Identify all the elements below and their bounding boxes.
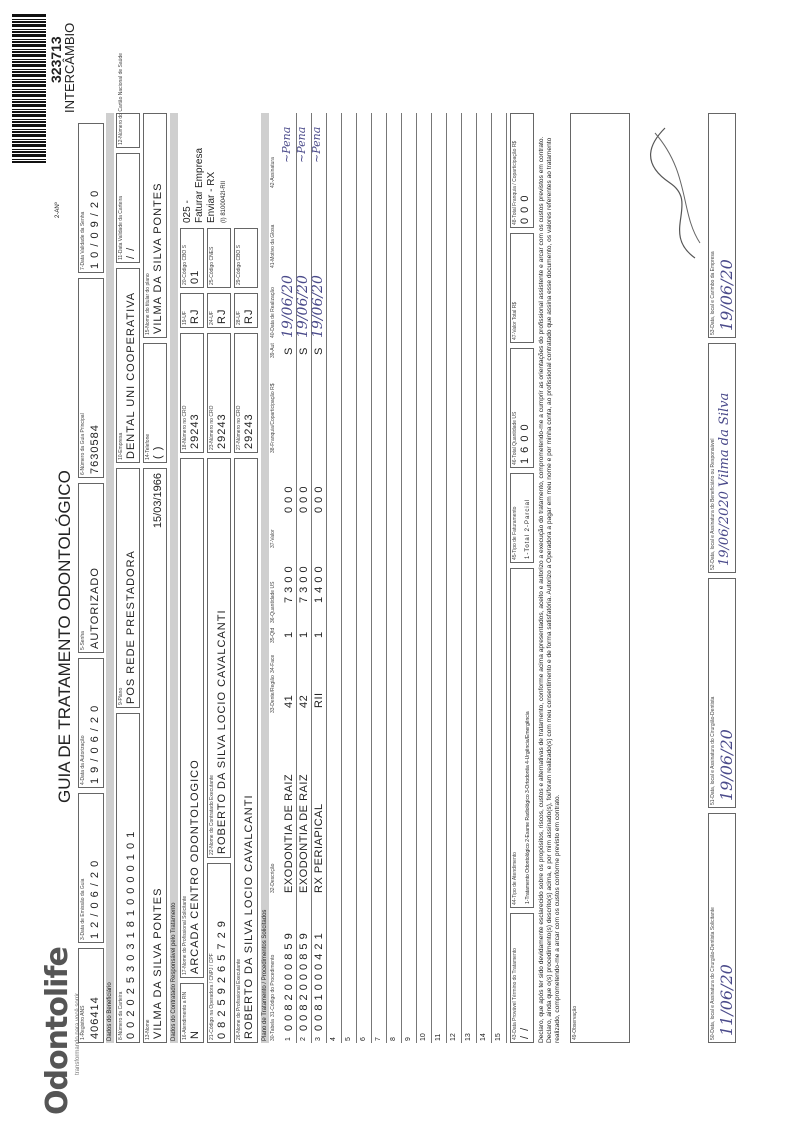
procedure-code: 0 0 8 2 0 0 0 8 5 9 [283,932,295,1031]
row-number: 10 [420,1033,427,1041]
cnes: 25-Código CNES [207,228,231,288]
carimbo-empresa: 53-Data, local e Carimbo da Empresa 19/06/20 [708,113,736,338]
table-row-empty [327,113,342,1043]
stamp-line2: Enviar - RX [206,171,217,223]
procedure-qty: 1 [298,631,310,638]
col-valor: 37-Valor [270,529,276,548]
procedure-us: 1 4 0 0 [313,565,325,603]
data-nascimento: 15/03/1966 [152,473,164,529]
assinatura-beneficiario: 52-Data, local e Assinatura do Beneficiário ou Responsável 19/06/2020 Vilma da Silva [708,343,736,573]
row-number: 1 [285,1037,292,1041]
assinatura-dentista: 51-Data, local e Assinatura do Cirurgião-Dentista 19/06/20 [708,578,736,808]
assinatura-solicitante: 50-Data, local e Assinatura do Cirurgião-Dentista Solicitante 11/06/20 [708,813,736,1043]
titular: 15-Nome do titular do plano VILMA DA SILVA PONTES [143,113,167,338]
procedure-code: 0 0 8 2 0 0 0 8 5 9 [298,932,310,1031]
stamp-line3: (I) 8100042I-RII [221,180,227,223]
carteira: 8-Número da Carteira 0 0 2 0 2 5 3 0 3 1 8 1 0 0 0 0 1 0 1 [116,713,140,1043]
senha: 5-Senha AUTORIZADO [78,483,104,653]
col-data: 40-Data de Realização [270,287,276,338]
procedure-signature: ~Pena [295,126,308,163]
row-number: 2 [300,1037,307,1041]
col-face: 34-Face [270,654,276,673]
intercambio-label: INTERCÂMBIO [62,22,77,113]
procedure-tooth: 41 [283,694,295,708]
procedure-description: EXODONTIA DE RAIZ [298,773,310,893]
table-row-empty [462,113,477,1043]
uf-solicitante: 19-UF RJ [180,293,204,328]
row-number: 3 [315,1037,322,1041]
procedure-qty: 1 [313,631,325,638]
data-emissao: 3-Data de Emissão da Guia 1 2 / 0 6 / 2 0 [78,793,104,943]
table-row [282,113,297,1043]
table-row-empty [387,113,402,1043]
row-number: 7 [375,1037,382,1041]
page-title: GUIA DE TRATAMENTO ODONTOLÓGICO [55,470,74,803]
total-us: 46-Total Quantidade US 1 6 0 0 [510,348,534,468]
col-tabela: 30-Tabela [270,1019,276,1041]
section-contratado: Dados do Contratado Responsável pelo Tratamento [170,113,178,1043]
col-aut: 39-Aut [270,343,276,358]
procedure-qty: 1 [283,631,295,638]
col-us: 36-Quantidade US [270,581,276,623]
section-plano: Plano de Tratamento / Procedimentos Solicitados [261,113,269,1043]
procedure-aut: S [283,347,295,355]
row-number: 13 [465,1033,472,1041]
guide-number: 323713 [48,36,64,83]
table-row-empty [372,113,387,1043]
table-row-empty [417,113,432,1043]
logo [40,947,81,1115]
registro-ans: 1-Registro ANS 406414 [78,948,104,1043]
row-number: 12 [450,1033,457,1041]
contratado-executante: 22-Nome do Contratado Executante ROBERTO DA SILVA LOCIO CAVALCANTI [207,458,231,858]
stamp-code: 025 - [182,200,193,223]
profissional-executante: 26-Nome do Profissional Executante ROBERTO DA SILVA LOCIO CAVALCANTI [234,458,258,1043]
procedure-tooth: RII [313,692,325,708]
barcode [12,13,46,163]
col-dente: 33-Dente/Região [270,675,276,713]
procedure-code: 0 0 8 1 0 0 0 4 2 1 [313,932,325,1031]
previsao-termino: 43-Data Provável Término do Tratamento / / [510,913,534,1043]
cro-solicitante: 18-Número no CRO 29243 [180,333,204,453]
stamp-line1: Faturar Empresa [194,147,205,223]
procedure-aut: S [313,347,325,355]
row-number: 6 [360,1037,367,1041]
row-number: 11 [435,1033,442,1041]
table-row-empty [447,113,462,1043]
procedure-date: 19/06/20 [295,275,311,338]
procedure-signature: ~Pena [310,126,323,163]
table-row-empty [432,113,447,1043]
procedure-description: EXODONTIA DE RAIZ [283,773,295,893]
procedure-us: 7 3 0 0 [298,565,310,603]
cbo-profissional: 29-Código CBO S [234,228,258,288]
table-row-empty [402,113,417,1043]
row-number: 14 [480,1033,487,1041]
cbo-solicitante: 20-Código CBO S 01 [180,228,204,288]
procedure-signature: ~Pena [280,126,293,163]
tipo-atendimento: 44-Tipo de Atendimento 1-Tratamento Odontológico 2-Exame Radiológico 3-Ortodontia 4-Urgência/Emergência [510,568,534,908]
table-row-empty [357,113,372,1043]
uf-profissional: 28-UF RJ [234,293,258,328]
cro-executante: 23-Número no CRO 29243 [207,333,231,453]
col-descricao: 32-Descrição [270,863,276,893]
validade-senha: 7-Data Validade da Senha 1 0 / 0 9 / 2 0 [78,123,104,273]
procedure-description: RX PERIAPICAL [313,803,325,893]
col-qtd: 35-Qtd [270,627,276,643]
section-beneficiario: Dados do Beneficiário [106,113,114,1043]
procedure-tooth: 42 [298,694,310,708]
logo-tagline: transformando para você sorrir [75,992,81,1075]
billing-stamp [182,148,230,223]
cro-profissional: 27-Número no CRO 29243 [234,333,258,453]
table-row [312,113,327,1043]
cns: 12-Número do Cartão Nacional de Saúde [116,113,140,148]
codigo-operadora: 21-Código na Operadora / CNPJ / CPF 0 8 2 5 9 2 6 5 7 2 9 [207,863,231,1043]
procedure-franquia: 0 0 0 [313,486,325,513]
row-number: 4 [330,1037,337,1041]
table-header [270,113,280,1043]
row-number: 5 [345,1037,352,1041]
table-row [297,113,312,1043]
guia-principal: 6-Número da Guia Principal 7630584 [78,278,104,478]
empresa: 10-Empresa DENTAL UNI COOPERATIVA [116,268,140,463]
uf-executante: 24-UF RJ [207,293,231,328]
total-franquia: 48-Total Franquia / Coparticipação R$ 0 0 0 [510,113,534,228]
declaration-text: Declaro, que após ter sido devidamente esclarecido sobre os propósitos, riscos, custos e alternativas de tratamento, conforme acima apresentados, aceito e autorizo a execução do tratamento, comprometendo-me a cumprir as orientações do profissional assistente e arcar com os custos previstos em contrato. Declaro, ainda que o(s) procedimento(s) descrito(s) acima, e por mim assinado(s), foi/foram realizado(s) com meu consentimento e de forma satisfatória. Autorizo a Operadora a pagar em meu nome e por minha conta, ao profissional contratado que assina esse documento, os valores referentes ao tratamento realizado, comprometendo-me a arcar com os custos conforme previsto em contrato. [538,136,561,1043]
row-number: 15 [495,1033,502,1041]
atendimento-rn: 16-Atendimento a RN N [180,983,204,1043]
valor-total: 47-Valor Total R$ [510,233,534,343]
validade-carteira: 11-Data Validade da Carteira / / [116,153,140,263]
procedure-aut: S [298,347,310,355]
tipo-faturamento: 45-Tipo de Faturamento 1-Total 2-Parcial [510,473,534,563]
col-codigo: 31-Código do Procedimento [270,954,276,1017]
nome-beneficiario: 13-Nome VILMA DA SILVA PONTES 15/03/1966 [143,468,167,1043]
observacao: 49-Observação [570,113,630,1043]
procedure-date: 19/06/20 [310,275,326,338]
row-number: 8 [390,1037,397,1041]
plano: 9-Plano POS REDE PRESTADORA [116,468,140,708]
signature-scribble [640,123,710,263]
row-number: 9 [405,1037,412,1041]
procedure-franquia: 0 0 0 [298,486,310,513]
col-franquia: 38-Franquia/Coparticipação R$ [270,383,276,453]
logo-text: Odontolife [40,947,75,1115]
procedure-franquia: 0 0 0 [283,486,295,513]
table-row-empty [477,113,492,1043]
table-row-empty [342,113,357,1043]
procedure-us: 7 3 0 0 [283,565,295,603]
profissional-solicitante: 17-Nome do Profissional Solicitante ARCADA CENTRO ODONTOLOGICO [180,458,204,978]
col-assinatura: 42-Assinatura [270,157,276,188]
data-autorizacao: 4-Data da Autorização 1 9 / 0 6 / 2 0 [78,658,104,788]
page-mark: 2-ANº [55,202,61,218]
col-glosa: 41-Motivo da Glosa [270,224,276,268]
table-row-empty [492,113,507,1043]
telefone: 14-Telefone ( ) [143,343,167,463]
procedure-date: 19/06/20 [280,275,296,338]
